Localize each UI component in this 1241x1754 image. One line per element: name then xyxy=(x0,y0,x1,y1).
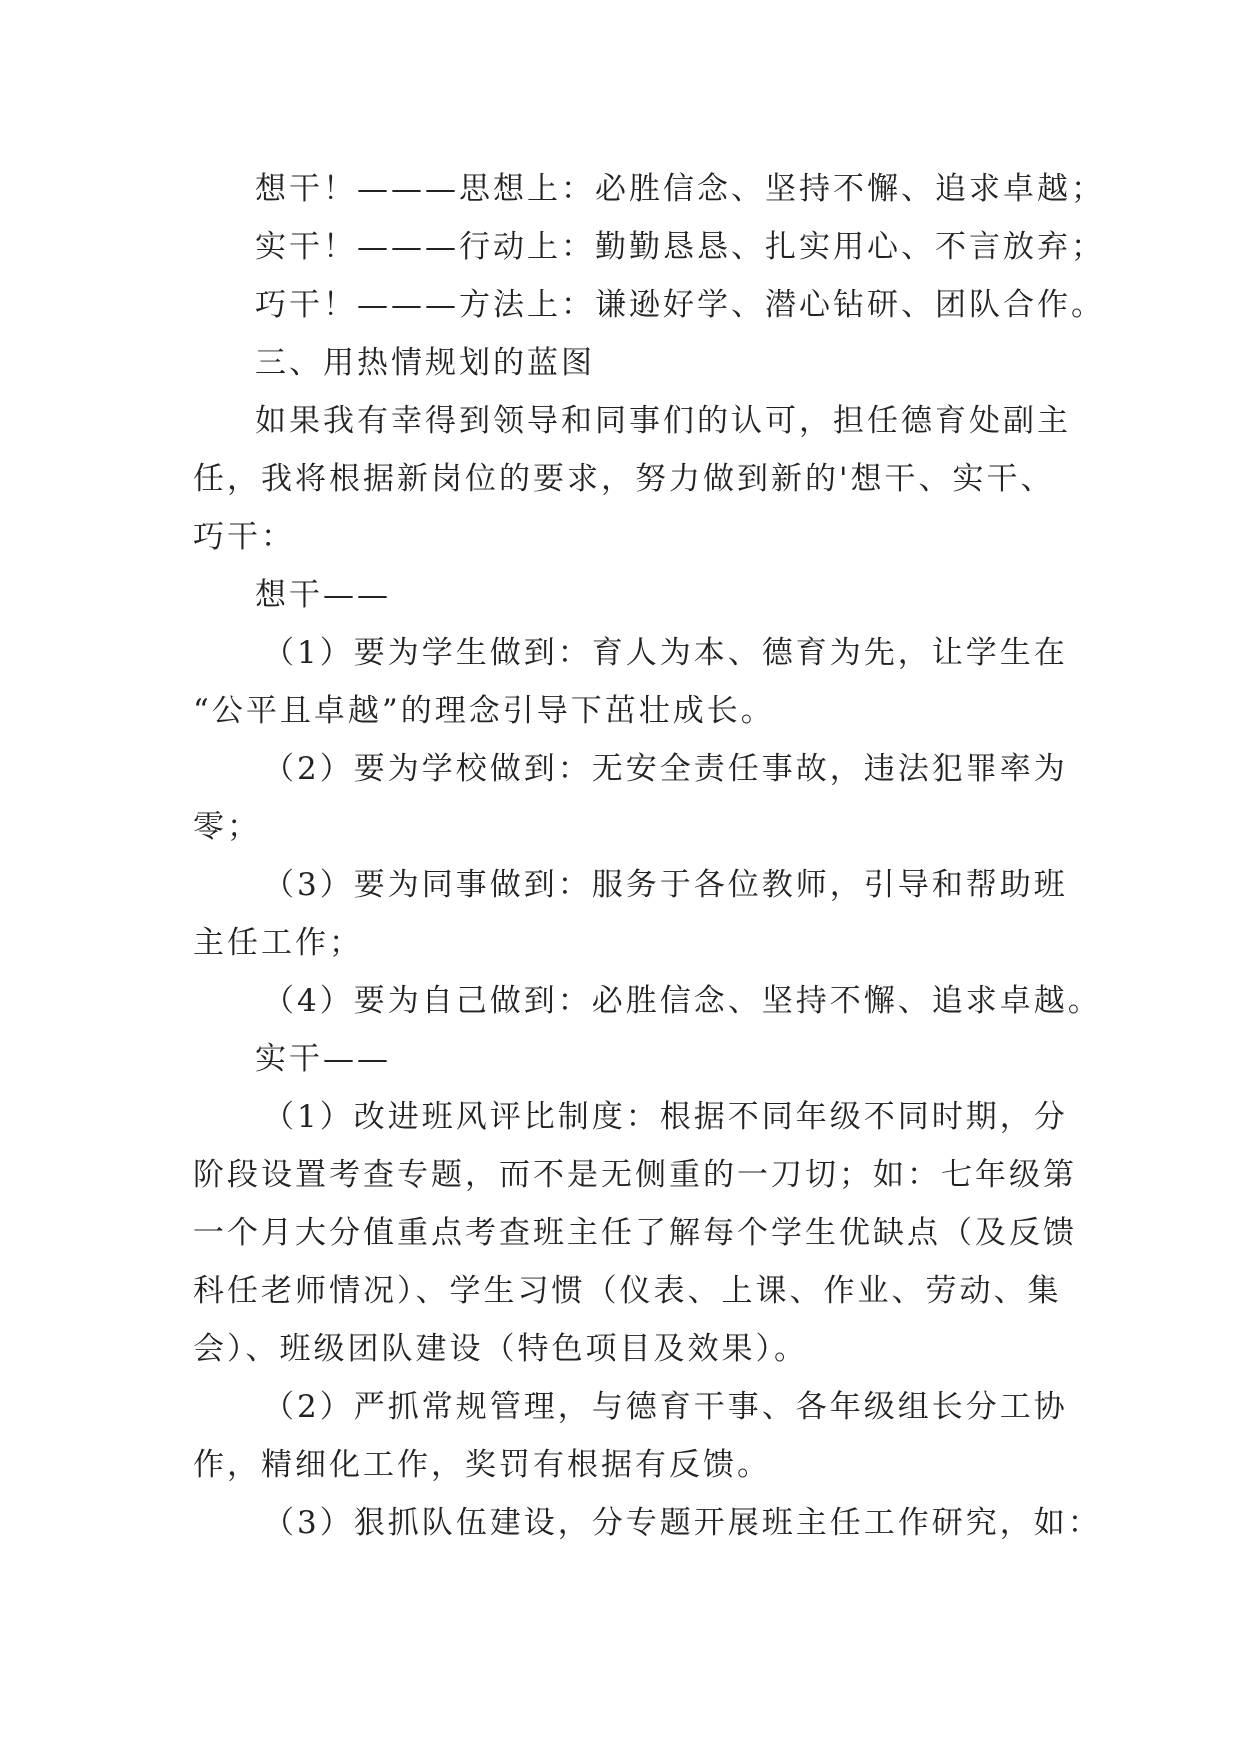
text-line: 作，精细化工作，奖罚有根据有反馈。 xyxy=(193,1447,771,1483)
text-line: 一个月大分值重点考查班主任了解每个学生优缺点（及反馈 xyxy=(193,1215,1077,1251)
text-line: （4）要为自己做到：必胜信念、坚持不懈、追求卓越。 xyxy=(263,983,1102,1019)
text-line: 实干！———行动上：勤勤恳恳、扎实用心、不言放弃； xyxy=(255,229,1105,265)
text-line: 主任工作； xyxy=(193,925,363,961)
text-line: （1）改进班风评比制度：根据不同年级不同时期，分 xyxy=(263,1099,1068,1135)
text-line: “公平且卓越”的理念引导下茁壮成长。 xyxy=(193,693,775,729)
text-line: 任，我将根据新岗位的要求，努力做到新的'想干、实干、 xyxy=(193,461,1055,497)
text-line: （2）要为学校做到：无安全责任事故，违法犯罪率为 xyxy=(263,751,1068,787)
text-line: （1）要为学生做到：育人为本、德育为先，让学生在 xyxy=(263,635,1068,671)
text-line: 巧干： xyxy=(193,519,295,555)
text-line: 巧干！———方法上：谦逊好学、潜心钻研、团队合作。 xyxy=(255,287,1105,323)
text-line: （3）狠抓队伍建设，分专题开展班主任工作研究，如： xyxy=(263,1505,1102,1541)
text-line: 会）、班级团队建设（特色项目及效果）。 xyxy=(193,1331,808,1367)
text-line: 科任老师情况）、学生习惯（仪表、上课、作业、劳动、集 xyxy=(193,1273,1062,1309)
text-line: （2）严抓常规管理，与德育干事、各年级组长分工协 xyxy=(263,1389,1068,1425)
text-line: 如果我有幸得到领导和同事们的认可，担任德育处副主 xyxy=(255,403,1071,439)
text-line: （3）要为同事做到：服务于各位教师，引导和帮助班 xyxy=(263,867,1068,903)
text-line: 实干—— xyxy=(255,1041,391,1077)
text-line: 想干—— xyxy=(255,577,391,613)
text-line: 阶段设置考查专题，而不是无侧重的一刀切；如：七年级第 xyxy=(193,1157,1077,1193)
document-body xyxy=(193,160,1105,1552)
text-line: 零； xyxy=(193,809,261,845)
text-line: 三、用热情规划的蓝图 xyxy=(255,345,595,381)
text-line: 想干！———思想上：必胜信念、坚持不懈、追求卓越； xyxy=(255,171,1105,207)
